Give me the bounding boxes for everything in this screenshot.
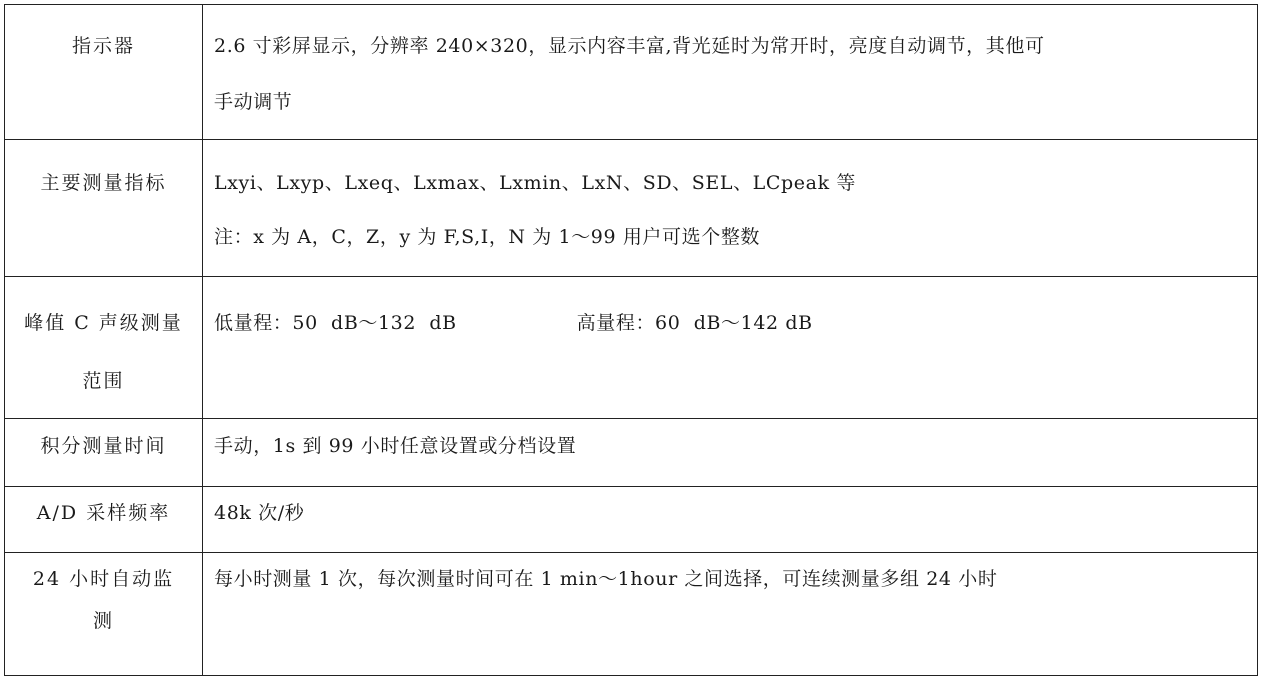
row-value-line (214, 309, 1257, 337)
table-row-24h-monitoring (5, 553, 1258, 676)
row-value-cell (203, 5, 1258, 140)
row-value-cell (203, 487, 1258, 553)
row-label-cell (5, 553, 203, 676)
row-value-line: 手动调节 (214, 91, 293, 113)
row-label-cell (5, 277, 203, 419)
row-value-line: 2.6 寸彩屏显示，分辨率 240×320，显示内容丰富,背光延时为常开时，亮度自动调节，其他可 (214, 35, 1045, 57)
row-label-cell (5, 419, 203, 487)
row-value-line: 手动，1s 到 99 小时任意设置或分档设置 (214, 435, 577, 457)
row-label: 峰值 C 声级测量 (24, 312, 183, 334)
row-value-cell (203, 277, 1258, 419)
row-label-cell (5, 140, 203, 277)
row-value-line: Lxyi、Lxyp、Lxeq、Lxmax、Lxmin、LxN、SD、SEL、LCpeak 等 (214, 172, 856, 194)
row-value-line: 注：x 为 A，C，Z，y 为 F,S,I，N 为 1～99 用户可选个整数 (214, 226, 761, 248)
table-row-main-metrics (5, 140, 1258, 277)
table-row-integration-time (5, 419, 1258, 487)
row-label: 主要测量指标 (40, 172, 167, 194)
row-label-cell (5, 487, 203, 553)
table-row-ad-sampling (5, 487, 1258, 553)
row-label: 指示器 (71, 35, 135, 57)
row-label: 范围 (82, 370, 125, 392)
row-label: A/D 采样频率 (36, 502, 171, 524)
spec-table (4, 4, 1258, 676)
row-value-cell (203, 140, 1258, 277)
row-label: 积分测量时间 (40, 435, 167, 457)
row-value-cell (203, 553, 1258, 676)
row-label: 24 小时自动监 (32, 568, 175, 590)
high-range-text: 高量程：60 dB～142 dB (576, 312, 813, 334)
row-value-cell (203, 419, 1258, 487)
low-range-text: 低量程：50 dB～132 dB (214, 312, 457, 334)
row-value-line: 48k 次/秒 (214, 502, 305, 524)
row-label-cell (5, 5, 203, 140)
row-label: 测 (92, 610, 114, 632)
row-value-line: 每小时测量 1 次，每次测量时间可在 1 min～1hour 之间选择，可连续测量多组 24 小时 (214, 568, 998, 590)
table-row-indicator (5, 5, 1258, 140)
table-row-peak-c-range (5, 277, 1258, 419)
